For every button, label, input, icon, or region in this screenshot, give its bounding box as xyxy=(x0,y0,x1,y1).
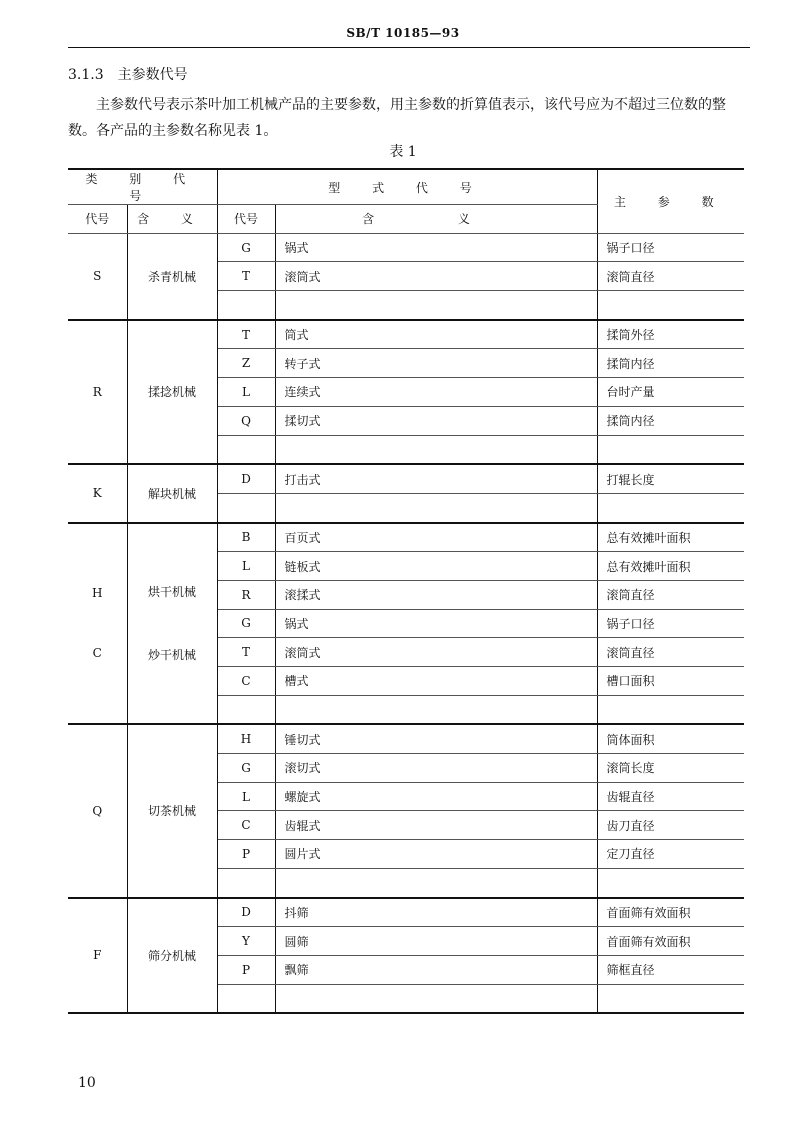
category-code-cell xyxy=(68,320,127,464)
main-param-cell: 定刀直径 xyxy=(597,840,744,869)
category-name: 揉捻机械 xyxy=(148,385,197,400)
main-param-cell xyxy=(597,868,744,897)
category-code: S xyxy=(93,269,102,284)
main-param-cell: 滚筒直径 xyxy=(597,638,744,667)
main-param-cell xyxy=(597,493,744,522)
type-code-cell: G xyxy=(217,754,275,783)
category-code-cell xyxy=(68,724,127,897)
type-code-cell xyxy=(217,493,275,522)
table-row xyxy=(68,320,744,349)
type-name-cell xyxy=(275,493,597,522)
category-code-cell xyxy=(68,523,127,725)
table-row xyxy=(68,523,744,552)
type-code-cell: L xyxy=(217,782,275,811)
type-code-cell: L xyxy=(217,552,275,581)
type-code-cell: G xyxy=(217,233,275,262)
header-category-meaning: 含 义 xyxy=(127,205,217,234)
type-name-cell: 链板式 xyxy=(275,552,597,581)
type-name-cell: 揉切式 xyxy=(275,406,597,435)
main-param-cell xyxy=(597,291,744,320)
type-code-cell: T xyxy=(217,262,275,291)
page-number: 10 xyxy=(78,1075,96,1091)
main-param-cell: 总有效摊叶面积 xyxy=(597,552,744,581)
type-code-cell xyxy=(217,984,275,1013)
main-param-cell xyxy=(597,695,744,724)
main-param-cell: 打辊长度 xyxy=(597,464,744,493)
type-code-cell: P xyxy=(217,840,275,869)
type-name-cell: 圆片式 xyxy=(275,840,597,869)
category-name-cell xyxy=(127,464,217,522)
type-code-cell: B xyxy=(217,523,275,552)
type-code-cell: D xyxy=(217,464,275,493)
type-name-cell: 滚筒式 xyxy=(275,262,597,291)
table-body xyxy=(68,233,744,1013)
table-row xyxy=(68,898,744,927)
type-code-cell xyxy=(217,291,275,320)
category-name-cell xyxy=(127,724,217,897)
type-name-cell: 滚筒式 xyxy=(275,638,597,667)
table-caption: 表 1 xyxy=(389,144,417,160)
section-title: 主参数代号 xyxy=(117,67,188,83)
section-paragraph: 主参数代号表示茶叶加工机械产品的主要参数，用主参数的折算值表示，该代号应为不超过三位数的整数。各产品的主参数名称见表 1。 xyxy=(68,97,726,139)
header-type-meaning: 含 义 xyxy=(275,205,597,234)
main-param-cell: 总有效摊叶面积 xyxy=(597,523,744,552)
type-name-cell: 筒式 xyxy=(275,320,597,349)
type-name-cell: 圆筛 xyxy=(275,927,597,956)
category-name-cell xyxy=(127,233,217,320)
type-code-cell xyxy=(217,695,275,724)
main-param-cell: 揉筒外径 xyxy=(597,320,744,349)
category-name-cell xyxy=(127,898,217,1014)
category-code: F xyxy=(93,948,102,963)
category-name-cell xyxy=(127,320,217,464)
header-type-code: 代号 xyxy=(217,205,275,234)
type-code-cell: P xyxy=(217,955,275,984)
main-param-cell: 揉筒内径 xyxy=(597,349,744,378)
main-param-cell: 筛框直径 xyxy=(597,955,744,984)
type-name-cell: 飘筛 xyxy=(275,955,597,984)
main-param-cell: 滚筒长度 xyxy=(597,754,744,783)
document-header-code: SB/T 10185—93 xyxy=(346,26,460,40)
main-param-cell: 滚筒直径 xyxy=(597,580,744,609)
header-main-param: 主 参 数 xyxy=(597,169,744,233)
category-code: Q xyxy=(92,803,103,818)
main-param-cell: 锅子口径 xyxy=(597,609,744,638)
type-code-cell: T xyxy=(217,320,275,349)
type-name-cell: 齿辊式 xyxy=(275,811,597,840)
category-code-cell xyxy=(68,233,127,320)
main-param-cell: 筒体面积 xyxy=(597,724,744,753)
type-code-cell: Y xyxy=(217,927,275,956)
type-code-cell: T xyxy=(217,638,275,667)
type-code-cell: R xyxy=(217,580,275,609)
type-name-cell xyxy=(275,435,597,464)
category-code-cell xyxy=(68,464,127,522)
type-name-cell: 打击式 xyxy=(275,464,597,493)
type-name-cell xyxy=(275,695,597,724)
table-row xyxy=(68,724,744,753)
type-name-cell: 锅式 xyxy=(275,609,597,638)
type-name-cell xyxy=(275,868,597,897)
category-name: 杀青机械 xyxy=(148,269,197,284)
table-row xyxy=(68,464,744,493)
main-parameter-table xyxy=(68,168,744,1014)
type-name-cell: 槽式 xyxy=(275,667,597,696)
main-param-cell: 齿刀直径 xyxy=(597,811,744,840)
type-code-cell: C xyxy=(217,811,275,840)
type-name-cell xyxy=(275,291,597,320)
type-code-cell: D xyxy=(217,898,275,927)
category-name: 筛分机械 xyxy=(148,948,197,963)
type-code-cell: L xyxy=(217,378,275,407)
main-param-cell: 槽口面积 xyxy=(597,667,744,696)
main-param-cell xyxy=(597,984,744,1013)
table-row xyxy=(68,233,744,262)
type-name-cell: 锅式 xyxy=(275,233,597,262)
category-code: H xyxy=(92,586,103,601)
category-code-cell xyxy=(68,898,127,1014)
category-code: C xyxy=(92,646,102,661)
type-name-cell: 螺旋式 xyxy=(275,782,597,811)
category-code: K xyxy=(92,486,102,501)
main-param-cell: 滚筒直径 xyxy=(597,262,744,291)
type-code-cell: Q xyxy=(217,406,275,435)
section-number: 3.1.3 xyxy=(68,67,104,83)
main-param-cell: 首面筛有效面积 xyxy=(597,898,744,927)
type-code-cell: H xyxy=(217,724,275,753)
type-code-cell: Z xyxy=(217,349,275,378)
main-param-cell: 揉筒内径 xyxy=(597,406,744,435)
header-category-code: 代号 xyxy=(68,205,127,234)
category-name-cell xyxy=(127,523,217,725)
type-name-cell xyxy=(275,984,597,1013)
header-rule xyxy=(68,47,750,48)
main-param-cell xyxy=(597,435,744,464)
header-type: 型 式 代 号 xyxy=(217,169,597,205)
main-param-cell: 台时产量 xyxy=(597,378,744,407)
main-param-cell: 齿辊直径 xyxy=(597,782,744,811)
category-name: 炒干机械 xyxy=(148,648,197,663)
main-param-cell: 首面筛有效面积 xyxy=(597,927,744,956)
type-name-cell: 连续式 xyxy=(275,378,597,407)
section-heading xyxy=(68,64,188,84)
category-name: 烘干机械 xyxy=(148,585,197,600)
category-name: 切茶机械 xyxy=(148,804,197,819)
type-code-cell: G xyxy=(217,609,275,638)
main-param-cell: 锅子口径 xyxy=(597,233,744,262)
category-code: R xyxy=(92,384,102,399)
type-code-cell: C xyxy=(217,667,275,696)
type-name-cell: 百页式 xyxy=(275,523,597,552)
type-name-cell: 锤切式 xyxy=(275,724,597,753)
type-name-cell: 抖筛 xyxy=(275,898,597,927)
type-code-cell xyxy=(217,435,275,464)
type-name-cell: 转子式 xyxy=(275,349,597,378)
category-name: 解块机械 xyxy=(148,486,197,501)
type-code-cell xyxy=(217,868,275,897)
type-name-cell: 滚揉式 xyxy=(275,580,597,609)
header-category: 类 别 代 号 xyxy=(68,169,217,205)
type-name-cell: 滚切式 xyxy=(275,754,597,783)
